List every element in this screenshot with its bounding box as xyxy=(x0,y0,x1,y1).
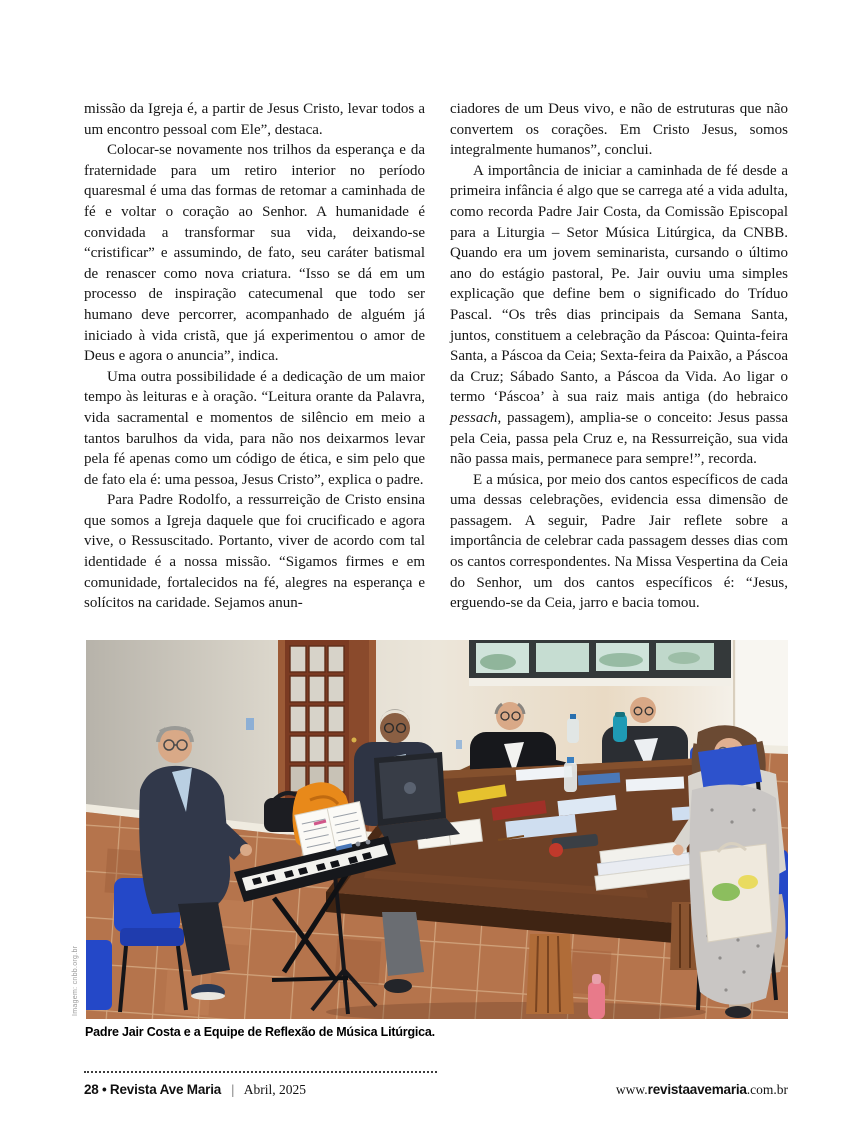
footer-website-suffix: .com.br xyxy=(746,1082,788,1097)
article-paragraph: E a música, por meio dos cantos específicos de cada uma dessas celebrações, evidencia essa dimensão de passagem. A seguir, Padre Jair reflete sobre a importância de celebrar cada passagem desses dias com os cantos correspondentes. Na Missa Vespertina da Ceia do Senhor, um dos cantos específicos é: “Jesus, erguendo-se da Ceia, jarro e bacia tomou. xyxy=(450,471,788,612)
article-column-left xyxy=(84,99,425,614)
photo-illustration xyxy=(86,640,788,1019)
photo-blue-chair-corner xyxy=(86,940,112,1010)
photo-credit: Imagem: cnbb.org.br xyxy=(72,945,79,1016)
footer-left xyxy=(84,1082,306,1098)
article-paragraph: Para Padre Rodolfo, a ressurreição de Cristo ensina que somos a Igreja daquele que foi crucificado e agora vive, o Ressuscitado. Portanto, viver de acordo com tal identidade é a nossa missão. “Sigamos firmes e em comunidade, fortalecidos na fé, alegres na esperança e solícitos na caridade. Sejamos anun- xyxy=(84,492,425,612)
footer-page-number: 28 xyxy=(84,1082,99,1097)
footer-separator: | xyxy=(231,1082,235,1097)
footer-magazine-name: Revista Ave Maria xyxy=(109,1082,222,1097)
article-paragraph: Colocar-se novamente nos trilhos da esperança e da fraternidade para um retiro interior no período quaresmal é uma das formas de retomar a caminhada de fé e voltar o coração ao Senhor. A humanidade é convidada a transformar sua vida, deixando-se “cristificar” e assumindo, de fato, seu caráter batismal de renascer como nova criatura. “Isso se dá em um processo de inspiração catecumenal que todo ser humano deve percorrer, acompanhado de alguém já iniciado à vida cristã, que já experimentou o amor de Deus e agora o anuncia”, indica. xyxy=(84,142,425,365)
footer-website xyxy=(616,1082,788,1098)
article-paragraph: missão da Igreja é, a partir de Jesus Cristo, levar todos a um encontro pessoal com Ele”, destaca. xyxy=(84,101,425,138)
footer-website-prefix: www. xyxy=(615,1082,648,1097)
footer-website-domain: revistaavemaria xyxy=(647,1082,747,1097)
photo-table-leg-front xyxy=(526,934,574,1014)
photo-caption: Padre Jair Costa e a Equipe de Reflexão de Música Litúrgica. xyxy=(85,1025,435,1039)
footer-dotted-rule xyxy=(84,1071,437,1073)
article-paragraph: ciadores de um Deus vivo, e não de estruturas que não convertem os corações. Em Cristo Jesus, somos integralmente humanos”, conclui. xyxy=(450,101,788,159)
article-paragraph: A importância de iniciar a caminhada de fé desde a primeira infância é algo que se carrega até a vida adulta, como recorda Padre Jair Costa, da Comissão Episcopal para a Liturgia – Setor Música Litúrgica, da CNBB. Quando era um jovem seminarista, cursando o último ano do estágio pastoral, Pe. Jair ouviu uma simples explicação que define bem o significado do Tríduo Pascal. “Os três dias principais da Semana Santa, juntos, constituem a celebração da Páscoa: Quinta-feira Santa, a Páscoa da Ceia; Sexta-feira da Paixão, a Páscoa da Cruz; Sábado Santo, a Páscoa da Vida. Ao ligar o termo ‘Páscoa’ à sua raiz mais antiga (do hebraico pessach, passagem), amplia-se o conceito: Jesus passa pela Ceia, passa pela Cruz e, na Ressurreição, sua vida não passa mais, permanece para sempre!”, recorda. xyxy=(450,162,788,468)
photo-tote-bag xyxy=(700,843,772,942)
article-paragraph: Uma outra possibilidade é a dedicação de um maior tempo às leituras e à oração. “Leitura orante da Palavra, vida sacramental e momentos de silêncio em meio a tantos barulhos da vida, para não nos deixarmos levar pela fé apenas como um código de ética, e sim pelo que de fato ela é: uma pessoa, Jesus Cristo”, explica o padre. xyxy=(84,368,425,488)
footer-issue-date: Abril, 2025 xyxy=(243,1082,307,1097)
article-column-right xyxy=(450,99,788,614)
article-photo xyxy=(86,640,788,1019)
footer-bullet: • xyxy=(102,1082,107,1097)
photo-windows xyxy=(469,640,731,686)
